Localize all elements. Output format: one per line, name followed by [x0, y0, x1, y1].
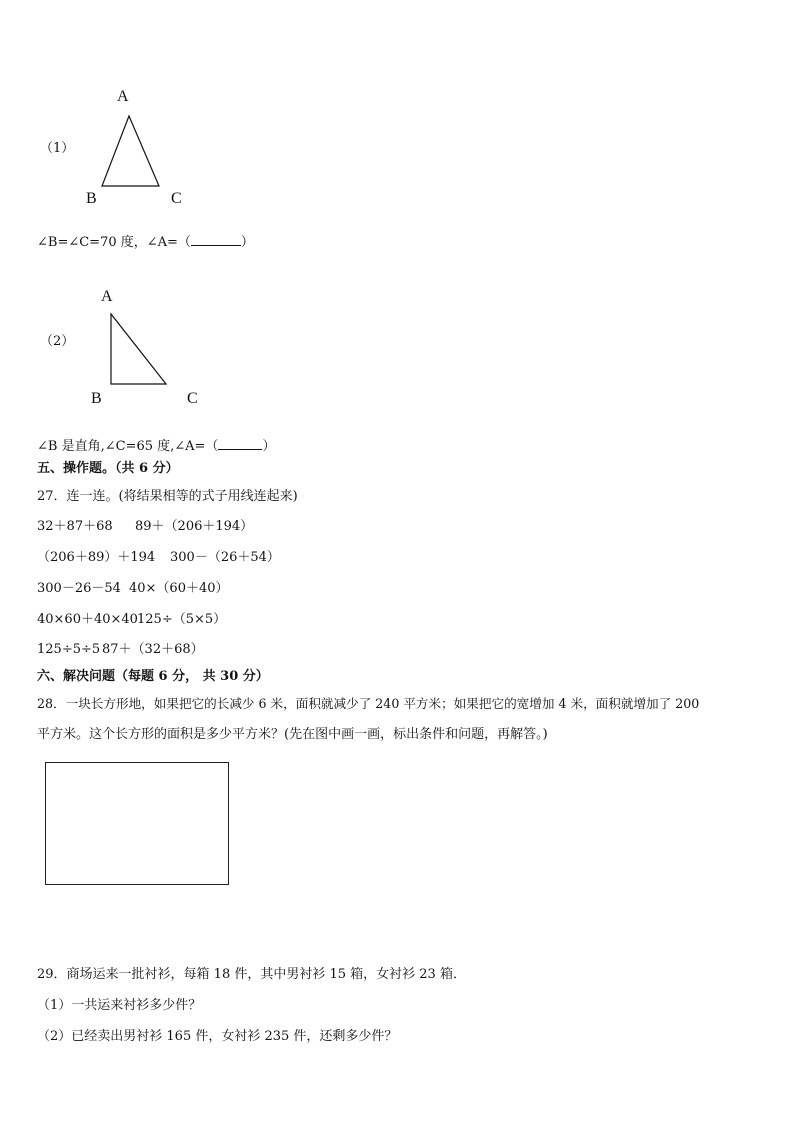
q29-sub1: （1）一共运来衬衫多少件？: [37, 998, 202, 1013]
q27-title: 27．连一连。(将结果相等的式子用线连起来): [37, 489, 298, 504]
expr-right-5[interactable]: 87＋（32＋68）: [102, 642, 204, 657]
expr-left-4[interactable]: 40×60＋40×40: [37, 612, 138, 627]
triangle-2-shape: [111, 314, 166, 384]
section5-heading: 五、操作题。（共 6 分）: [37, 461, 179, 476]
q1-number: （1）: [40, 141, 75, 156]
triangle-1-vertex-b: B: [86, 190, 97, 207]
triangle-2-vertex-b: B: [91, 390, 102, 407]
triangle-1: [80, 88, 200, 218]
triangle-1-shape: [102, 116, 159, 186]
q2-close: ）: [262, 439, 276, 454]
q29-line1: 29．商场运来一批衬衫，每箱 18 件，其中男衬衫 15 箱，女衬衫 23 箱．: [37, 967, 466, 982]
expr-right-3[interactable]: 40×（60＋40）: [129, 581, 229, 596]
expr-right-2[interactable]: 300－（26＋54）: [170, 550, 280, 565]
triangle-2-vertex-c: C: [187, 390, 198, 407]
q2-number: （2）: [40, 334, 75, 349]
expr-left-5[interactable]: 125÷5÷5: [37, 642, 101, 657]
section6-heading: 六、解决问题（每题 6 分， 共 30 分）: [37, 669, 269, 684]
q29-sub2: （2）已经卖出男衬衫 165 件，女衬衫 235 件，还剩多少件？: [37, 1029, 398, 1044]
expr-left-3[interactable]: 300－26－54: [37, 581, 121, 596]
q28-line1: 28．一块长方形地，如果把它的长减少 6 米，面积就减少了 240 平方米；如果把它的宽增加 4 米，面积就增加了 200: [37, 696, 700, 711]
q1-given: [37, 233, 254, 251]
q2-given: [37, 437, 275, 455]
triangle-1-vertex-c: C: [171, 190, 182, 207]
q1-answer-blank[interactable]: [191, 233, 241, 246]
expr-right-1[interactable]: 89＋（206＋194）: [135, 519, 254, 534]
triangle-1-vertex-a: A: [117, 88, 129, 105]
expr-left-2[interactable]: （206＋89）＋194: [37, 550, 156, 565]
q2-given-text: ∠B 是直角,∠C=65 度,∠A=（: [37, 439, 219, 454]
q28-line2: 平方米。这个长方形的面积是多少平方米？(先在图中画一画，标出条件和问题，再解答。): [37, 727, 548, 742]
q1-given-text: ∠B=∠C=70 度，∠A=（: [37, 235, 191, 250]
q2-answer-blank[interactable]: [218, 437, 262, 450]
expr-right-4[interactable]: 125÷（5×5）: [137, 612, 227, 627]
drawing-rectangle[interactable]: [45, 762, 229, 885]
q1-close: ）: [240, 235, 254, 250]
expr-left-1[interactable]: 32＋87＋68: [37, 519, 113, 534]
pair-row-1: [37, 519, 113, 535]
triangle-2-vertex-a: A: [101, 288, 113, 305]
